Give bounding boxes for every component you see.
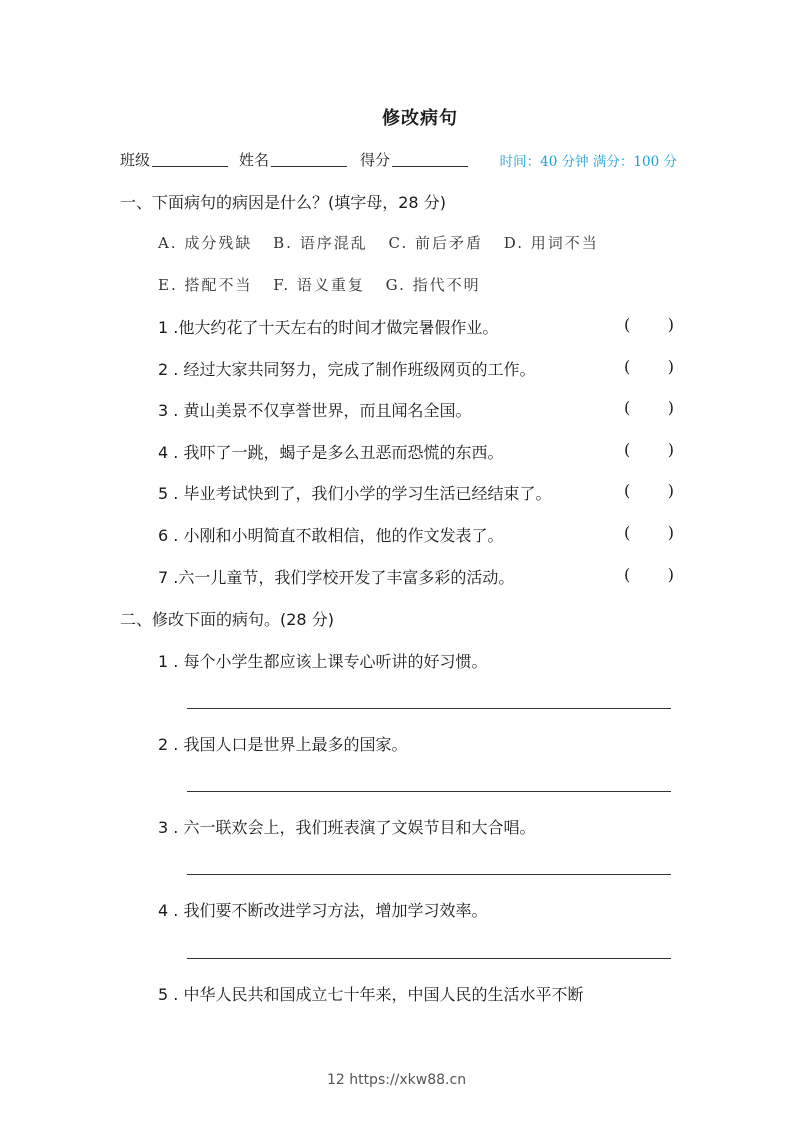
answer-blank[interactable]: ( ) <box>624 565 674 584</box>
class-field <box>120 149 228 170</box>
name-field <box>239 149 347 170</box>
question-text: 6 . 小刚和小明简直不敢相信，他的作文发表了。 <box>158 526 504 545</box>
option-a: A. 成分残缺 <box>158 234 253 252</box>
section2-question-5 <box>158 982 678 1006</box>
option-e: E. 搭配不当 <box>158 276 253 294</box>
answer-blank[interactable]: ( ) <box>624 357 674 376</box>
question-text: 7 .六一儿童节，我们学校开发了丰富多彩的活动。 <box>158 568 515 587</box>
question-text: 1 .他大约花了十天左右的时间才做完暑假作业。 <box>158 318 499 337</box>
option-f: F. 语义重复 <box>273 276 365 294</box>
name-blank[interactable] <box>271 152 347 167</box>
question-text: 4 . 我们要不断改进学习方法，增加学习效率。 <box>158 901 488 920</box>
section1-title: 一、下面病句的病因是什么？(填字母，28 分) <box>120 193 446 212</box>
section1-question-5 <box>158 481 678 505</box>
question-text: 2 . 经过大家共同努力，完成了制作班级网页的工作。 <box>158 360 536 379</box>
question-text: 3 . 黄山美景不仅享誉世界，而且闻名全国。 <box>158 401 472 420</box>
answer-line-4[interactable] <box>187 958 671 959</box>
section2-question-3 <box>158 815 678 839</box>
time-score-info: 时间：40 分钟 满分：100 分 <box>499 154 677 170</box>
name-label: 姓名 <box>239 151 270 169</box>
section1-question-1 <box>158 315 678 339</box>
options-row-2 <box>158 274 495 295</box>
score-blank[interactable] <box>392 152 468 167</box>
answer-blank[interactable]: ( ) <box>624 315 674 334</box>
option-b: B. 语序混乱 <box>273 234 368 252</box>
answer-line-2[interactable] <box>187 791 671 792</box>
question-text: 5 . 中华人民共和国成立七十年来，中国人民的生活水平不断 <box>158 985 584 1004</box>
answer-blank[interactable]: ( ) <box>624 398 674 417</box>
section2-question-1 <box>158 649 678 673</box>
answer-line-3[interactable] <box>187 874 671 875</box>
section1-question-3 <box>158 398 678 422</box>
option-g: G. 指代不明 <box>385 276 481 294</box>
class-blank[interactable] <box>152 152 228 167</box>
section2-title: 二、修改下面的病句。(28 分) <box>120 610 334 629</box>
option-c: C. 前后矛盾 <box>388 234 483 252</box>
question-text: 1 . 每个小学生都应该上课专心听讲的好习惯。 <box>158 652 488 671</box>
answer-line-1[interactable] <box>187 708 671 709</box>
question-text: 4 . 我吓了一跳，蝎子是多么丑恶而恐慌的东西。 <box>158 443 504 462</box>
student-info-row <box>120 149 680 169</box>
answer-blank[interactable]: ( ) <box>624 440 674 459</box>
answer-blank[interactable]: ( ) <box>624 481 674 500</box>
option-d: D. 用词不当 <box>503 234 599 252</box>
section2-question-4 <box>158 898 678 922</box>
answer-blank[interactable]: ( ) <box>624 523 674 542</box>
score-label: 得分 <box>360 151 391 169</box>
question-text: 2 . 我国人口是世界上最多的国家。 <box>158 735 408 754</box>
section1-question-4 <box>158 440 678 464</box>
question-text: 3 . 六一联欢会上，我们班表演了文娱节目和大合唱。 <box>158 818 536 837</box>
section1-question-6 <box>158 523 678 547</box>
page-footer: 12 https://xkw88.cn <box>326 1072 467 1088</box>
class-label: 班级 <box>120 151 151 169</box>
question-text: 5 . 毕业考试快到了，我们小学的学习生活已经结束了。 <box>158 484 552 503</box>
page-title: 修改病句 <box>382 108 458 129</box>
options-row-1 <box>158 232 613 253</box>
section1-question-7 <box>158 565 678 589</box>
section1-question-2 <box>158 357 678 381</box>
section2-question-2 <box>158 732 678 756</box>
score-field <box>360 149 468 170</box>
